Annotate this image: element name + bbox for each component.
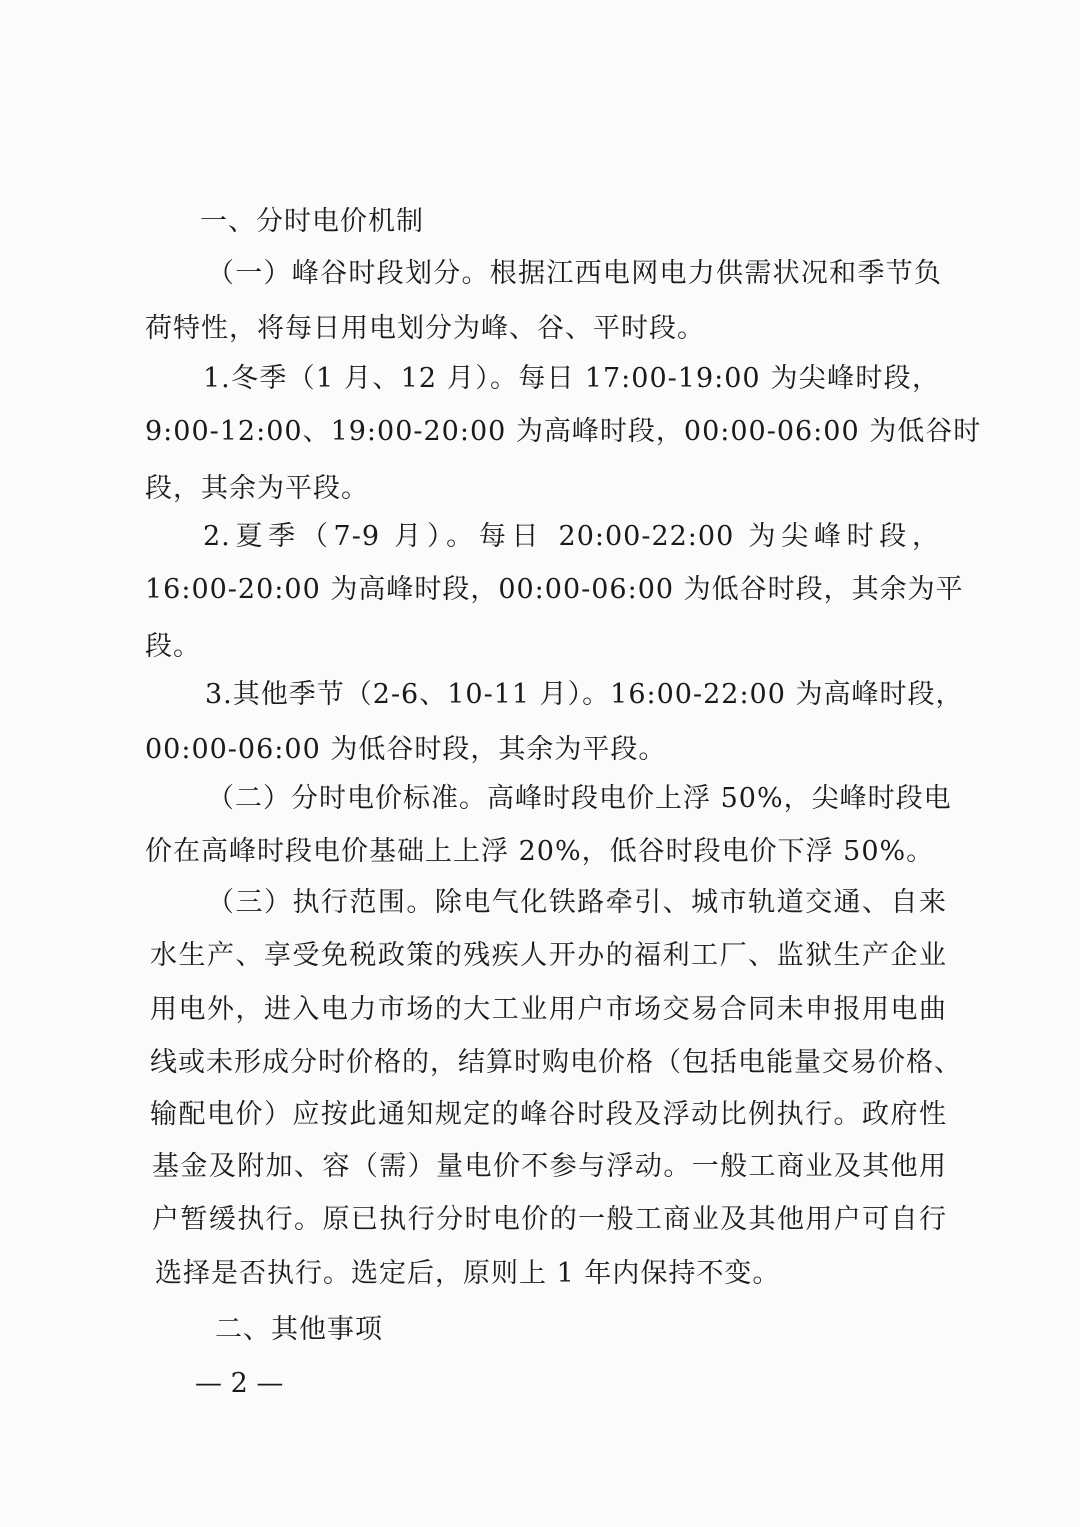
- paragraph-line: 荷特性，将每日用电划分为峰、谷、平时段。: [145, 313, 705, 344]
- paragraph-line: 用电外，进入电力市场的大工业用户市场交易合同未申报用电曲: [150, 994, 947, 1025]
- paragraph-line: 水生产、享受免税政策的残疾人开办的福利工厂、监狱生产企业: [150, 940, 947, 971]
- paragraph-line: （三）执行范围。除电气化铁路牵引、城市轨道交通、自来: [207, 887, 947, 918]
- paragraph-line: （一）峰谷时段划分。根据江西电网电力供需状况和季节负: [207, 258, 942, 289]
- paragraph-line: （二）分时电价标准。高峰时段电价上浮 50%，尖峰时段电: [207, 783, 952, 814]
- paragraph-line: 9:00-12:00、19:00-20:00 为高峰时段，00:00-06:00 为低谷时: [145, 416, 982, 447]
- paragraph-line: 1.冬季（1 月、12 月）。每日 17:00-19:00 为尖峰时段，: [203, 363, 940, 394]
- page-number: — 2 —: [195, 1368, 284, 1399]
- paragraph-line: 00:00-06:00 为低谷时段，其余为平段。: [145, 734, 667, 765]
- paragraph-line: 2.夏季（7-9 月）。每日 20:00-22:00 为尖峰时段，: [203, 521, 940, 552]
- paragraph-line: 选择是否执行。选定后，原则上 1 年内保持不变。: [155, 1258, 781, 1289]
- paragraph-line: 段，其余为平段。: [145, 473, 369, 504]
- paragraph-line: 价在高峰时段电价基础上上浮 20%，低谷时段电价下浮 50%。: [145, 836, 935, 867]
- paragraph-line: 基金及附加、容（需）量电价不参与浮动。一般工商业及其他用: [152, 1151, 947, 1182]
- paragraph-line: 线或未形成分时价格的，结算时购电价格（包括电能量交易价格、: [150, 1047, 962, 1078]
- paragraph-line: 16:00-20:00 为高峰时段，00:00-06:00 为低谷时段，其余为平: [145, 574, 964, 605]
- section-heading-2: 二、其他事项: [215, 1314, 383, 1345]
- paragraph-line: 户暂缓执行。原已执行分时电价的一般工商业及其他用户可自行: [152, 1204, 947, 1235]
- paragraph-line: 3.其他季节（2-6、10-11 月）。16:00-22:00 为高峰时段，: [205, 679, 964, 710]
- section-heading-1: 一、分时电价机制: [200, 206, 424, 237]
- paragraph-line: 输配电价）应按此通知规定的峰谷时段及浮动比例执行。政府性: [150, 1099, 947, 1130]
- paragraph-line: 段。: [145, 631, 201, 662]
